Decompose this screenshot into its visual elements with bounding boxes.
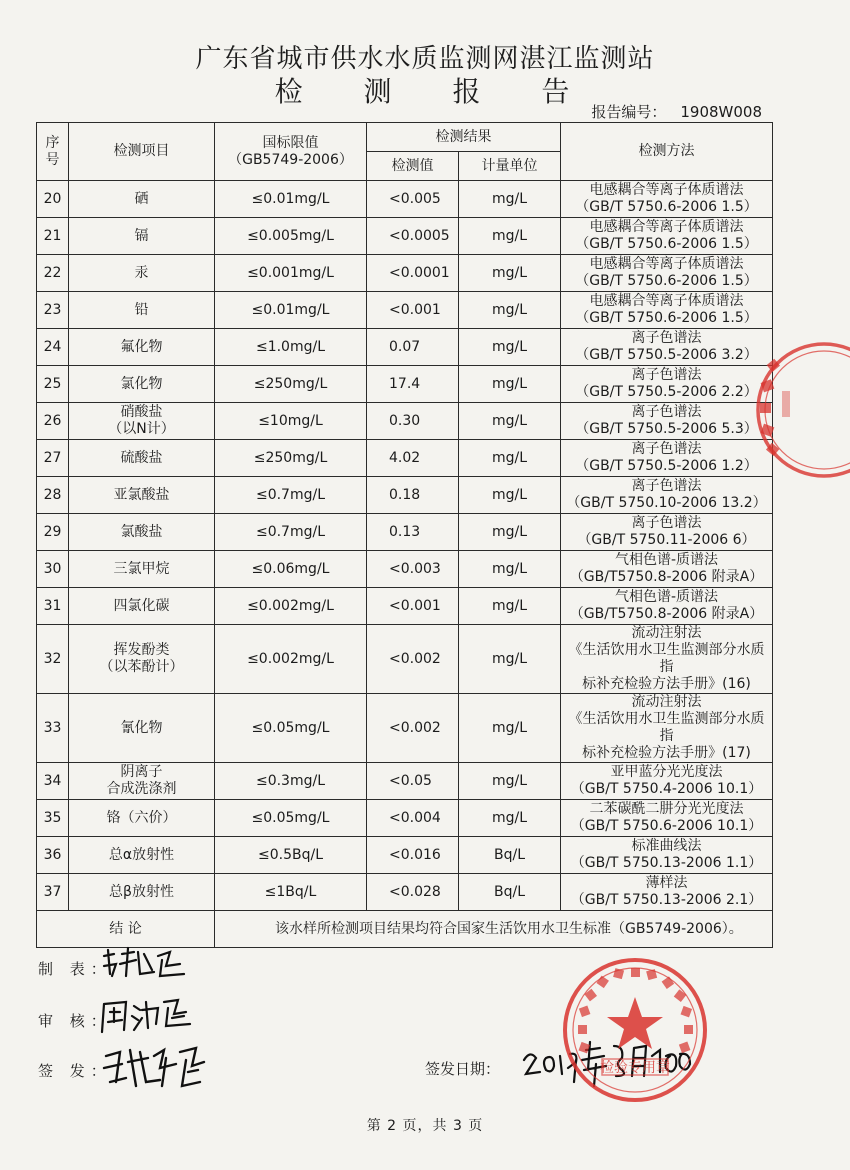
table-row xyxy=(37,588,773,625)
report-number-value: 1908W008 xyxy=(680,103,762,121)
row-limit: ≤0.01mg/L xyxy=(215,181,367,218)
row-item: 氯酸盐 xyxy=(69,514,215,551)
row-unit: mg/L xyxy=(459,403,561,440)
row-method: 电感耦合等离子体质谱法 （GB/T 5750.6-2006 1.5） xyxy=(561,181,773,218)
table-row xyxy=(37,477,773,514)
row-item: 汞 xyxy=(69,255,215,292)
row-limit: ≤0.002mg/L xyxy=(215,588,367,625)
table-row xyxy=(37,329,773,366)
row-method: 离子色谱法 （GB/T 5750.5-2006 3.2） xyxy=(561,329,773,366)
row-item: 亚氯酸盐 xyxy=(69,477,215,514)
svg-text:检验专用章: 检验专用章 xyxy=(600,1060,670,1076)
row-seq: 30 xyxy=(37,551,69,588)
reviewed-signature xyxy=(98,996,194,1036)
table-row xyxy=(37,255,773,292)
row-method: 气相色谱-质谱法 （GB/T5750.8-2006 附录A） xyxy=(561,551,773,588)
row-seq: 27 xyxy=(37,440,69,477)
row-seq: 31 xyxy=(37,588,69,625)
row-limit: ≤0.01mg/L xyxy=(215,292,367,329)
row-method: 电感耦合等离子体质谱法 （GB/T 5750.6-2006 1.5） xyxy=(561,218,773,255)
row-limit: ≤0.7mg/L xyxy=(215,477,367,514)
row-unit: mg/L xyxy=(459,694,561,763)
table-row xyxy=(37,366,773,403)
row-unit: mg/L xyxy=(459,763,561,800)
row-method: 离子色谱法 （GB/T 5750.5-2006 5.3） xyxy=(561,403,773,440)
row-unit: mg/L xyxy=(459,477,561,514)
table-row xyxy=(37,800,773,837)
row-method: 流动注射法 《生活饮用水卫生监测部分水质指 标补充检验方法手册》(16) xyxy=(561,625,773,694)
row-unit: mg/L xyxy=(459,588,561,625)
header-item: 检测项目 xyxy=(69,123,215,181)
row-value: <0.001 xyxy=(367,292,459,329)
table-row xyxy=(37,514,773,551)
row-limit: ≤1.0mg/L xyxy=(215,329,367,366)
row-seq: 34 xyxy=(37,763,69,800)
row-unit: mg/L xyxy=(459,800,561,837)
edge-seal xyxy=(738,335,850,485)
table-row xyxy=(37,551,773,588)
row-value: <0.028 xyxy=(367,874,459,911)
row-unit: mg/L xyxy=(459,551,561,588)
row-unit: mg/L xyxy=(459,514,561,551)
row-item: 氟化物 xyxy=(69,329,215,366)
row-item: 硫酸盐 xyxy=(69,440,215,477)
row-limit: ≤0.005mg/L xyxy=(215,218,367,255)
header-seq: 序号 xyxy=(37,123,69,181)
header-results: 检测结果 xyxy=(367,123,561,152)
row-method: 二苯碳酰二肼分光光度法 （GB/T 5750.6-2006 10.1） xyxy=(561,800,773,837)
row-unit: mg/L xyxy=(459,625,561,694)
row-limit: ≤10mg/L xyxy=(215,403,367,440)
row-limit: ≤0.05mg/L xyxy=(215,800,367,837)
row-unit: Bq/L xyxy=(459,837,561,874)
table-row xyxy=(37,625,773,694)
table-row xyxy=(37,874,773,911)
row-item: 镉 xyxy=(69,218,215,255)
row-value: <0.0001 xyxy=(367,255,459,292)
row-limit: ≤0.05mg/L xyxy=(215,694,367,763)
conclusion-text: 该水样所检测项目结果均符合国家生活饮用水卫生标准（GB5749-2006）。 xyxy=(215,911,773,948)
row-item: 挥发酚类 （以苯酚计） xyxy=(69,625,215,694)
row-item: 阴离子 合成洗涤剂 xyxy=(69,763,215,800)
row-unit: Bq/L xyxy=(459,874,561,911)
row-item: 氯化物 xyxy=(69,366,215,403)
row-item: 总α放射性 xyxy=(69,837,215,874)
row-unit: mg/L xyxy=(459,181,561,218)
row-item: 铬（六价） xyxy=(69,800,215,837)
row-value: <0.004 xyxy=(367,800,459,837)
row-seq: 36 xyxy=(37,837,69,874)
row-seq: 23 xyxy=(37,292,69,329)
row-limit: ≤0.001mg/L xyxy=(215,255,367,292)
row-seq: 28 xyxy=(37,477,69,514)
row-seq: 25 xyxy=(37,366,69,403)
table-row xyxy=(37,218,773,255)
row-value: <0.003 xyxy=(367,551,459,588)
row-unit: mg/L xyxy=(459,218,561,255)
row-value: 4.02 xyxy=(367,440,459,477)
row-method: 标准曲线法 （GB/T 5750.13-2006 1.1） xyxy=(561,837,773,874)
row-value: <0.002 xyxy=(367,694,459,763)
table-row xyxy=(37,440,773,477)
row-seq: 32 xyxy=(37,625,69,694)
row-value: <0.0005 xyxy=(367,218,459,255)
row-method: 离子色谱法 （GB/T 5750.11-2006 6） xyxy=(561,514,773,551)
reviewed-by: 审 核： xyxy=(38,1012,112,1030)
row-method: 离子色谱法 （GB/T 5750.10-2006 13.2） xyxy=(561,477,773,514)
row-limit: ≤1Bq/L xyxy=(215,874,367,911)
row-limit: ≤0.7mg/L xyxy=(215,514,367,551)
row-seq: 26 xyxy=(37,403,69,440)
row-unit: mg/L xyxy=(459,329,561,366)
row-method: 亚甲蓝分光光度法 （GB/T 5750.4-2006 10.1） xyxy=(561,763,773,800)
issue-date-label: 签发日期： xyxy=(425,1060,501,1078)
row-method: 电感耦合等离子体质谱法 （GB/T 5750.6-2006 1.5） xyxy=(561,292,773,329)
row-item: 硒 xyxy=(69,181,215,218)
report-number-label: 报告编号： xyxy=(591,103,667,121)
row-limit: ≤0.002mg/L xyxy=(215,625,367,694)
row-seq: 22 xyxy=(37,255,69,292)
row-method: 电感耦合等离子体质谱法 （GB/T 5750.6-2006 1.5） xyxy=(561,255,773,292)
conclusion-label: 结 论 xyxy=(37,911,215,948)
table-row xyxy=(37,694,773,763)
row-method: 气相色谱-质谱法 （GB/T5750.8-2006 附录A） xyxy=(561,588,773,625)
row-value: <0.016 xyxy=(367,837,459,874)
row-value: 0.30 xyxy=(367,403,459,440)
official-seal xyxy=(560,955,710,1105)
row-value: 0.13 xyxy=(367,514,459,551)
row-value: <0.002 xyxy=(367,625,459,694)
prepared-by: 制 表： xyxy=(38,960,112,978)
row-limit: ≤250mg/L xyxy=(215,366,367,403)
row-seq: 37 xyxy=(37,874,69,911)
approved-signature xyxy=(100,1042,210,1092)
row-value: <0.05 xyxy=(367,763,459,800)
row-unit: mg/L xyxy=(459,292,561,329)
header-limit: 国标限值 （GB5749-2006） xyxy=(215,123,367,181)
row-seq: 24 xyxy=(37,329,69,366)
table-row xyxy=(37,837,773,874)
page-number: 第 2 页，共 3 页 xyxy=(366,1118,484,1134)
row-item: 铅 xyxy=(69,292,215,329)
row-limit: ≤0.5Bq/L xyxy=(215,837,367,874)
header-method: 检测方法 xyxy=(561,123,773,181)
prepared-signature xyxy=(100,946,190,980)
header-unit: 计量单位 xyxy=(459,152,561,181)
row-limit: ≤0.3mg/L xyxy=(215,763,367,800)
table-row xyxy=(37,763,773,800)
table-row xyxy=(37,181,773,218)
row-item: 四氯化碳 xyxy=(69,588,215,625)
row-method: 离子色谱法 （GB/T 5750.5-2006 1.2） xyxy=(561,440,773,477)
row-seq: 21 xyxy=(37,218,69,255)
organization-title: 广东省城市供水水质监测网湛江监测站 xyxy=(195,44,655,74)
table-row xyxy=(37,403,773,440)
row-seq: 29 xyxy=(37,514,69,551)
document-title: 检 测 报 告 xyxy=(274,75,596,108)
row-unit: mg/L xyxy=(459,255,561,292)
row-value: 0.18 xyxy=(367,477,459,514)
row-limit: ≤0.06mg/L xyxy=(215,551,367,588)
row-item: 三氯甲烷 xyxy=(69,551,215,588)
row-item: 氰化物 xyxy=(69,694,215,763)
row-unit: mg/L xyxy=(459,440,561,477)
report-number xyxy=(591,101,762,122)
row-value: 0.07 xyxy=(367,329,459,366)
table-row xyxy=(37,292,773,329)
header-value: 检测值 xyxy=(367,152,459,181)
row-item: 硝酸盐 （以N计） xyxy=(69,403,215,440)
row-value: <0.001 xyxy=(367,588,459,625)
row-value: 17.4 xyxy=(367,366,459,403)
row-item: 总β放射性 xyxy=(69,874,215,911)
row-unit: mg/L xyxy=(459,366,561,403)
results-table xyxy=(36,122,773,948)
row-method: 流动注射法 《生活饮用水卫生监测部分水质指 标补充检验方法手册》(17) xyxy=(561,694,773,763)
row-method: 薄样法 （GB/T 5750.13-2006 2.1） xyxy=(561,874,773,911)
approved-by: 签 发： xyxy=(38,1062,112,1080)
row-value: <0.005 xyxy=(367,181,459,218)
row-seq: 35 xyxy=(37,800,69,837)
row-seq: 33 xyxy=(37,694,69,763)
row-method: 离子色谱法 （GB/T 5750.5-2006 2.2） xyxy=(561,366,773,403)
row-limit: ≤250mg/L xyxy=(215,440,367,477)
row-seq: 20 xyxy=(37,181,69,218)
